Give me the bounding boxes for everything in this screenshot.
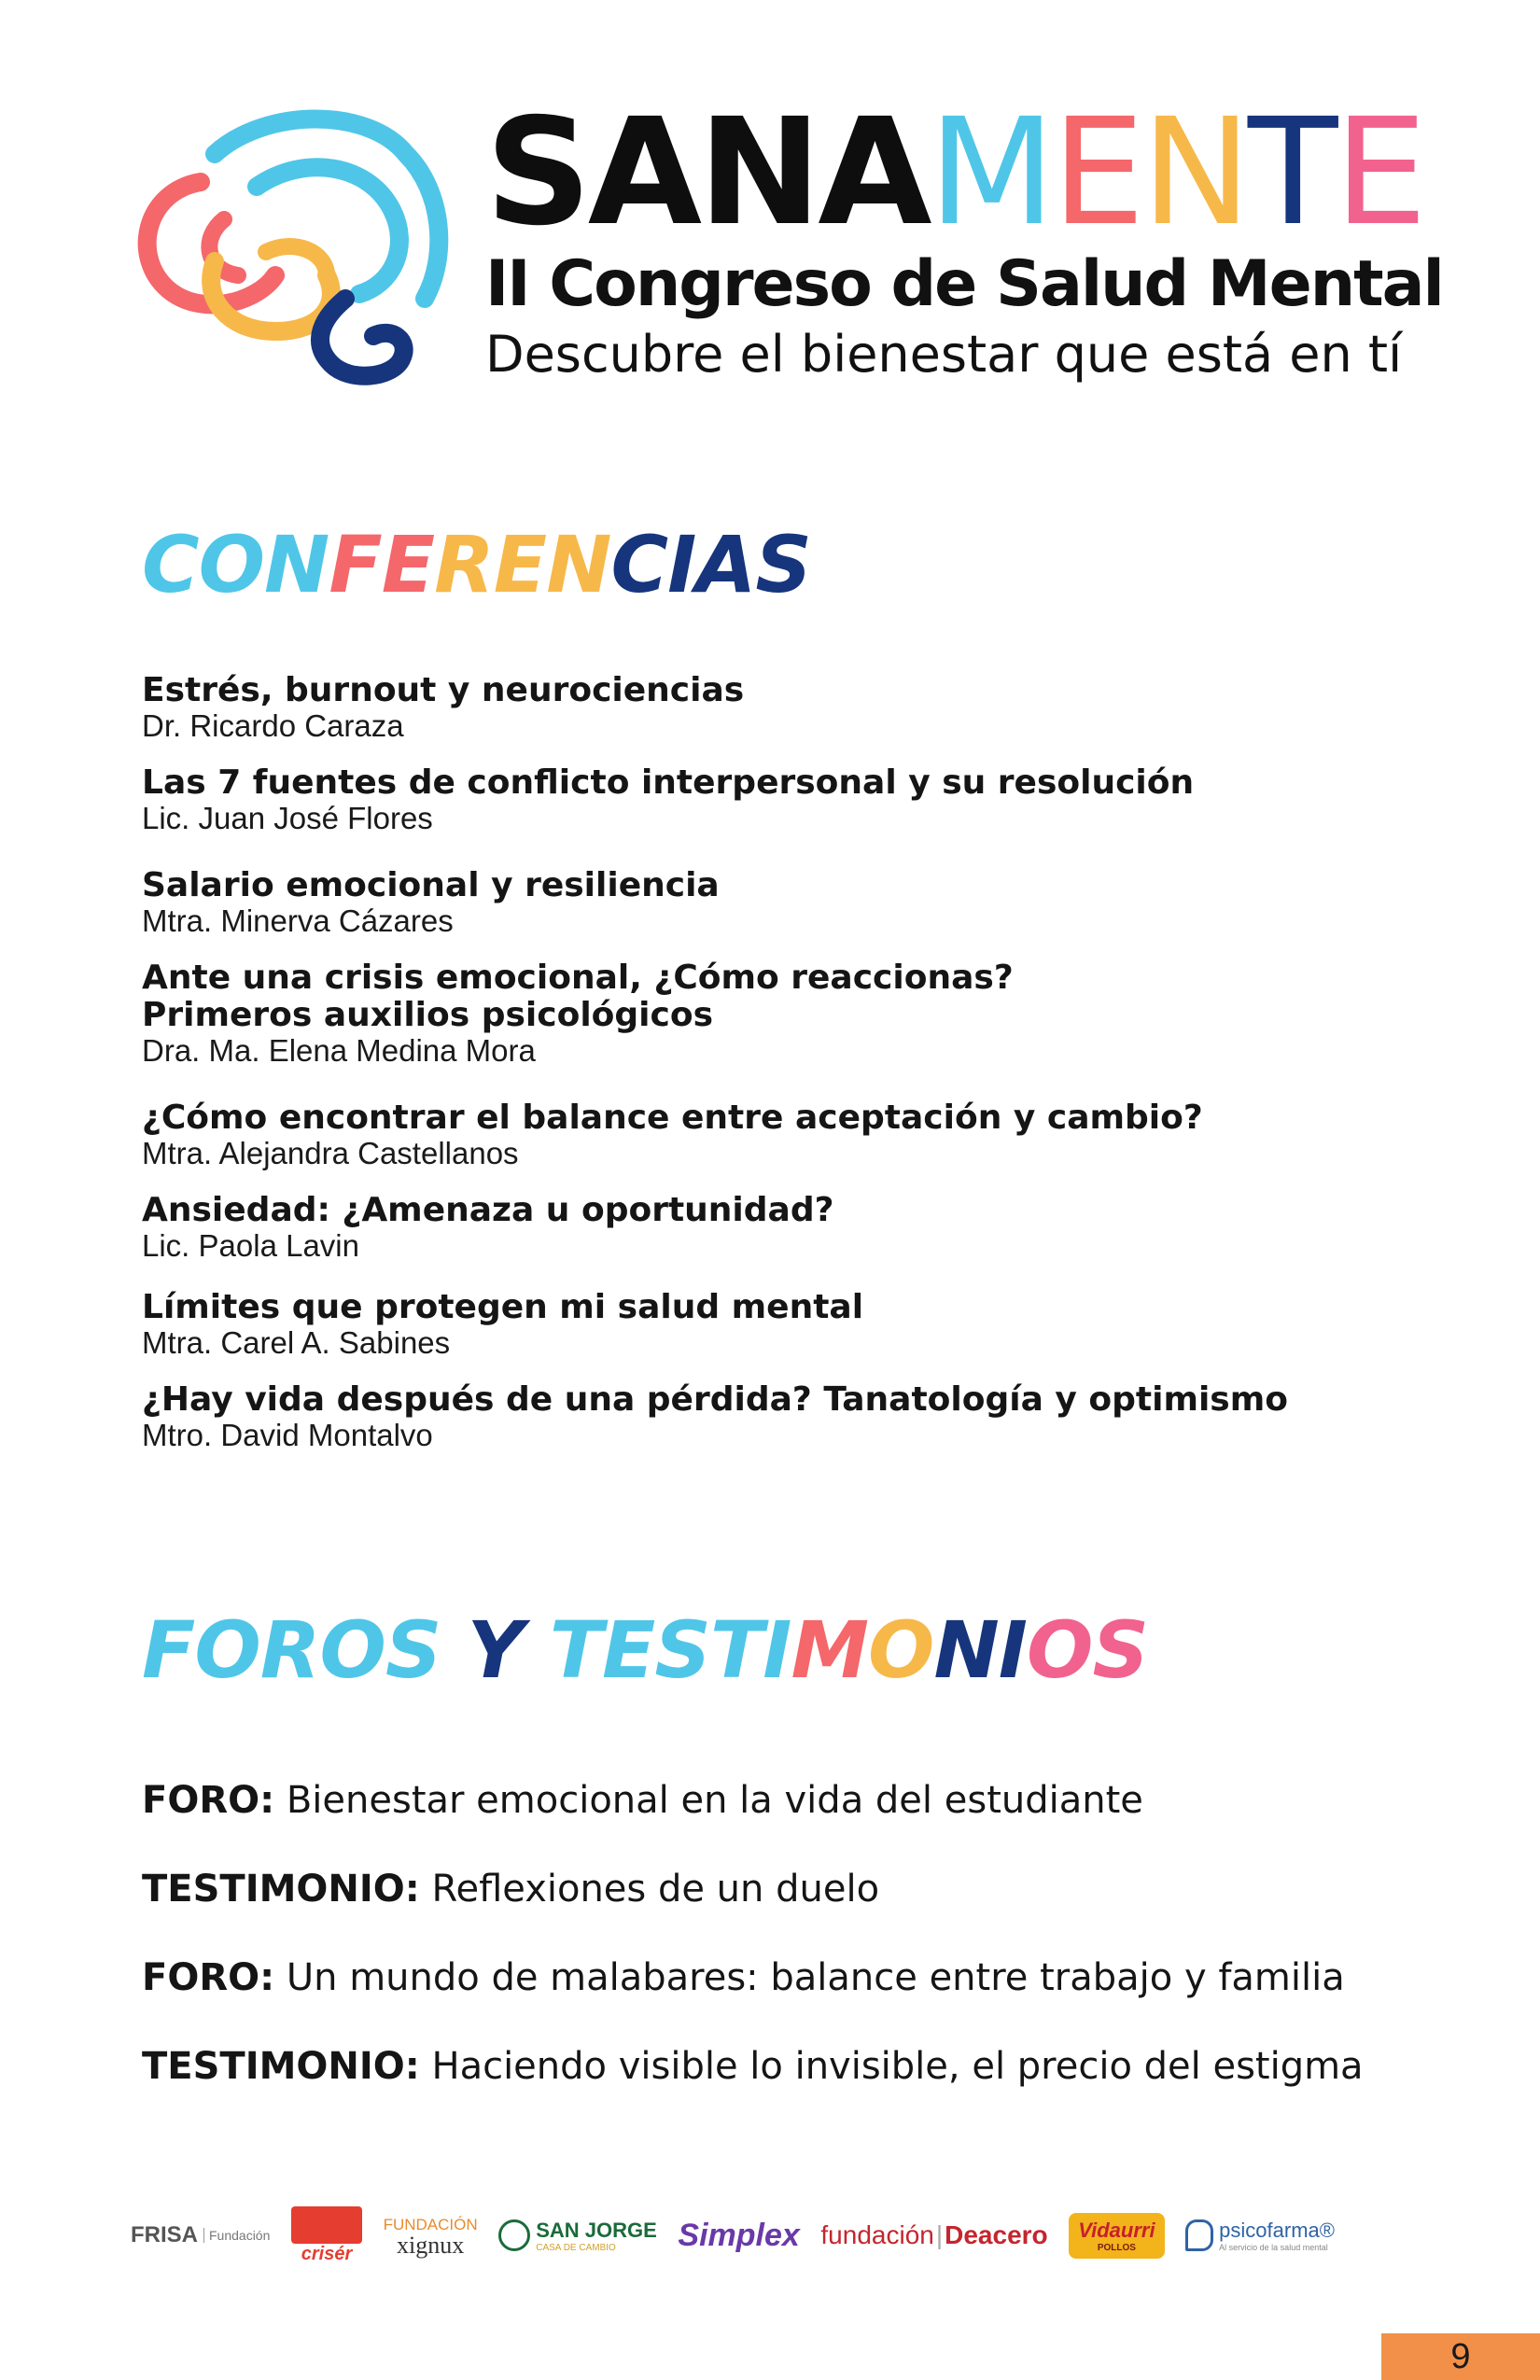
sanjorge-seal-icon — [498, 2219, 530, 2251]
conference-title-line2: Primeros auxilios psicológicos — [142, 996, 713, 1034]
vidaurri-wordmark: Vidaurri — [1078, 2218, 1155, 2242]
item-kind: TESTIMONIO: — [142, 1868, 420, 1911]
sponsor-sanjorge-logo — [498, 2219, 657, 2253]
deacero-divider: | — [935, 2220, 944, 2249]
list-item — [142, 1955, 1402, 2000]
brand-part-t: T — [1247, 87, 1335, 259]
criser-mark — [291, 2206, 362, 2244]
conference-speaker: Lic. Juan José Flores — [142, 801, 433, 835]
heading-part: O — [868, 1604, 934, 1696]
conference-speaker: Dr. Ricardo Caraza — [142, 708, 404, 743]
sponsor-deacero-logo — [820, 2220, 1047, 2250]
conference-title: Límites que protegen mi salud mental — [142, 1288, 864, 1326]
deacero-fund: fundación — [820, 2220, 934, 2249]
item-text: Un mundo de malabares: balance entre trabajo y familia — [286, 1956, 1345, 1999]
criser-wordmark: crisér — [301, 2243, 353, 2264]
conference-title: Las 7 fuentes de conflicto interpersonal y su resolución — [142, 763, 1195, 802]
frisa-sub: Fundación — [203, 2228, 270, 2243]
heading-part: OS — [1027, 1604, 1148, 1696]
conference-speaker: Mtro. David Montalvo — [142, 1418, 433, 1452]
conference-speaker: Mtra. Alejandra Castellanos — [142, 1136, 519, 1170]
heading-part: FOROS — [142, 1604, 441, 1696]
psicofarma-wordmark: psicofarma® — [1219, 2219, 1335, 2242]
foros-heading — [142, 1603, 1148, 1697]
list-item — [142, 672, 1355, 743]
sponsor-simplex-logo: Simplex — [678, 2217, 800, 2253]
sponsor-frisa-logo — [131, 2222, 270, 2248]
heading-part: CON — [142, 519, 329, 610]
page-number-tab — [1381, 2333, 1540, 2380]
list-item — [142, 764, 1355, 835]
list-item — [142, 1099, 1355, 1170]
psicofarma-icon — [1185, 2219, 1213, 2251]
list-item — [142, 1289, 1355, 1360]
conference-title: ¿Hay vida después de una pérdida? Tanatología y optimismo — [142, 1380, 1288, 1419]
heading-part: NI — [933, 1604, 1028, 1696]
conference-title: Ante una crisis emocional, ¿Cómo reaccionas? — [142, 959, 1014, 997]
xignux-top: FUNDACIÓN — [383, 2216, 478, 2233]
vidaurri-sub: POLLOS — [1097, 2242, 1136, 2253]
sponsor-xignux-logo — [383, 2215, 478, 2259]
conference-speaker: Mtra. Carel A. Sabines — [142, 1325, 451, 1360]
list-item — [142, 2044, 1402, 2089]
conference-title: Ansiedad: ¿Amenaza u oportunidad? — [142, 1191, 834, 1229]
list-item — [142, 1778, 1402, 1823]
conference-title: Salario emocional y resiliencia — [142, 866, 720, 904]
sponsor-logos — [131, 2193, 1335, 2277]
sanjorge-sub: CASA DE CAMBIO — [536, 2242, 616, 2253]
brand-wordmark — [485, 87, 1437, 259]
item-kind: FORO: — [142, 1779, 275, 1822]
psicofarma-sub: Al servicio de la salud mental — [1219, 2243, 1328, 2252]
title-block — [485, 87, 1443, 387]
sanjorge-wordmark: SAN JORGE — [536, 2218, 657, 2242]
conference-speaker: Mtra. Minerva Cázares — [142, 903, 454, 938]
list-item — [142, 959, 1355, 1068]
deacero-wordmark: Deacero — [945, 2220, 1048, 2249]
list-item — [142, 1192, 1355, 1263]
item-text: Haciendo visible lo invisible, el precio del estigma — [431, 2045, 1364, 2088]
brand-part-sana: SANA — [485, 87, 929, 259]
frisa-wordmark: FRISA — [131, 2222, 198, 2247]
conference-speaker: Dra. Ma. Elena Medina Mora — [142, 1033, 536, 1068]
conference-speaker: Lic. Paola Lavin — [142, 1228, 359, 1263]
foros-list — [142, 1778, 1402, 2133]
item-kind: TESTIMONIO: — [142, 2045, 420, 2088]
brand-part-m: M — [928, 87, 1052, 259]
header — [126, 87, 1443, 415]
event-tagline: Descubre el bienestar que está en tí — [485, 325, 1403, 384]
conferencias-heading — [142, 518, 811, 611]
xignux-wordmark: xignux — [396, 2232, 465, 2259]
brand-part-n: N — [1141, 87, 1248, 259]
item-text: Bienestar emocional en la vida del estudiante — [286, 1779, 1143, 1822]
brain-icon — [126, 98, 471, 406]
conferencias-list — [142, 672, 1355, 1474]
item-text: Reflexiones de un duelo — [431, 1868, 880, 1911]
list-item — [142, 1867, 1402, 1911]
conference-title: Estrés, burnout y neurociencias — [142, 671, 745, 709]
list-item — [142, 1381, 1355, 1452]
heading-part: REN — [434, 519, 611, 610]
brand-part-e: E — [1051, 87, 1141, 259]
conference-title: ¿Cómo encontrar el balance entre aceptación y cambio? — [142, 1099, 1203, 1137]
sponsor-vidaurri-logo — [1069, 2213, 1164, 2259]
sponsor-criser-logo — [291, 2206, 362, 2265]
brand-part-e-last: E — [1334, 87, 1424, 259]
heading-part: Y — [467, 1604, 524, 1696]
event-subtitle: II Congreso de Salud Mental — [485, 247, 1443, 321]
heading-part: TESTI — [549, 1604, 791, 1696]
list-item — [142, 867, 1355, 938]
heading-part: FE — [329, 519, 435, 610]
page-number: 9 — [1450, 2337, 1471, 2376]
item-kind: FORO: — [142, 1956, 275, 1999]
sponsor-psicofarma-logo — [1185, 2219, 1335, 2252]
heading-part: M — [791, 1604, 869, 1696]
heading-part: CIAS — [610, 519, 811, 610]
